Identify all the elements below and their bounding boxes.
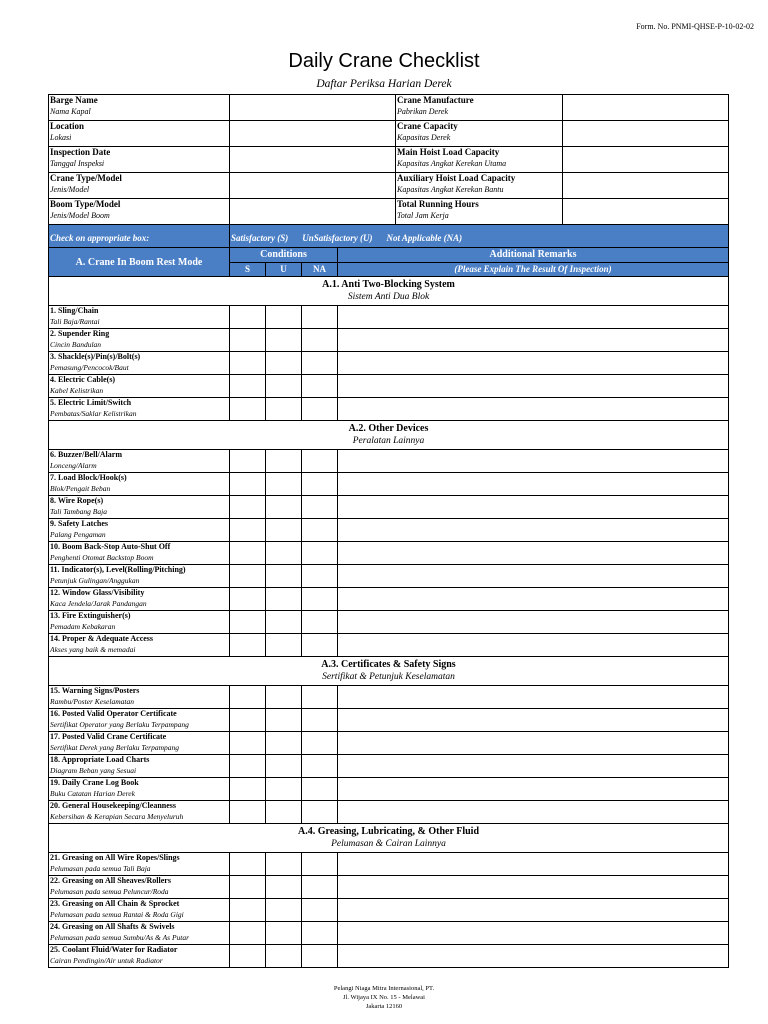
item-label bbox=[49, 611, 230, 634]
u-header: U bbox=[266, 262, 302, 277]
item-label-en: 8. Wire Rope(s) bbox=[50, 496, 104, 505]
remarks-field[interactable] bbox=[338, 709, 729, 732]
checkbox-na[interactable] bbox=[302, 709, 338, 732]
info-value-field[interactable] bbox=[230, 199, 396, 225]
item-label-id: Kebersihan & Kerapian Secara Menyeluruh bbox=[50, 812, 184, 821]
mode-header: A. Crane In Boom Rest Mode bbox=[49, 248, 230, 277]
info-label-en: Total Running Hours bbox=[397, 199, 479, 209]
item-label-en: 11. Indicator(s), Level(Rolling/Pitching) bbox=[50, 565, 186, 574]
na-header: NA bbox=[302, 262, 338, 277]
info-value-field[interactable] bbox=[563, 199, 729, 225]
item-label-en: 19. Daily Crane Log Book bbox=[50, 778, 139, 787]
item-label-id: Cincin Bandulan bbox=[50, 340, 102, 349]
item-label bbox=[49, 496, 230, 519]
item-label bbox=[49, 519, 230, 542]
checkbox-u[interactable] bbox=[266, 611, 302, 634]
checklist-row bbox=[49, 352, 729, 375]
checklist-row bbox=[49, 588, 729, 611]
checkbox-na[interactable] bbox=[302, 496, 338, 519]
check-label: Check on appropriate box: bbox=[49, 225, 230, 251]
info-label bbox=[396, 173, 563, 199]
section-subtitle: Peralatan Lainnya bbox=[352, 436, 425, 446]
section-header-row bbox=[49, 824, 729, 853]
item-label-en: 18. Appropriate Load Charts bbox=[50, 755, 150, 764]
checklist-row bbox=[49, 496, 729, 519]
item-label-id: Penghenti Otomat Backstop Boom bbox=[50, 553, 154, 562]
checkbox-na[interactable] bbox=[302, 588, 338, 611]
checkbox-u[interactable] bbox=[266, 352, 302, 375]
item-label-en: 20. General Housekeeping/Cleanness bbox=[50, 801, 177, 810]
item-label-en: 17. Posted Valid Crane Certificate bbox=[50, 732, 167, 741]
item-label-en: 10. Boom Back-Stop Auto-Shut Off bbox=[50, 542, 171, 551]
checklist-row bbox=[49, 306, 729, 329]
checkbox-u[interactable] bbox=[266, 542, 302, 565]
info-label-en: Inspection Date bbox=[50, 147, 111, 157]
info-label-en: Main Hoist Load Capacity bbox=[397, 147, 500, 157]
remarks-field[interactable] bbox=[338, 565, 729, 588]
remarks-field[interactable] bbox=[338, 686, 729, 709]
item-label-id: Pelumasan pada semua Peluncur/Roda bbox=[50, 887, 169, 896]
item-label bbox=[49, 686, 230, 709]
checkbox-s[interactable] bbox=[230, 778, 266, 801]
checkbox-u[interactable] bbox=[266, 899, 302, 922]
item-label-id: Diagram Beban yang Sesuai bbox=[50, 766, 137, 775]
section-header bbox=[49, 421, 729, 450]
info-label-en: Crane Capacity bbox=[397, 121, 458, 131]
info-row bbox=[49, 121, 729, 147]
remarks-field[interactable] bbox=[338, 732, 729, 755]
item-label-id: Blok/Pengait Beban bbox=[50, 484, 111, 493]
checkbox-s[interactable] bbox=[230, 709, 266, 732]
footer-city: Jakarta 12160 bbox=[365, 1003, 403, 1010]
item-label-id: Buku Catatan Harian Derek bbox=[50, 789, 135, 798]
item-label-en: 2. Supender Ring bbox=[50, 329, 110, 338]
checkbox-s[interactable] bbox=[230, 329, 266, 352]
item-label bbox=[49, 306, 230, 329]
item-label bbox=[49, 945, 230, 968]
page-subtitle: Daftar Periksa Harian Derek bbox=[316, 78, 452, 90]
info-label-id: Nama Kapal bbox=[50, 107, 91, 116]
checkbox-na[interactable] bbox=[302, 801, 338, 824]
item-label bbox=[49, 352, 230, 375]
item-label bbox=[49, 565, 230, 588]
form-number: Form. No. PNMI-QHSE-P-10-02-02 bbox=[636, 22, 754, 31]
item-label-id: Tali Tambang Baja bbox=[50, 507, 107, 516]
item-label-en: 4. Electric Cable(s) bbox=[50, 375, 116, 384]
checkbox-s[interactable] bbox=[230, 732, 266, 755]
section-header bbox=[49, 824, 729, 853]
item-label-en: 22. Greasing on All Sheaves/Rollers bbox=[50, 876, 171, 885]
remarks-field[interactable] bbox=[338, 755, 729, 778]
info-value-field[interactable] bbox=[563, 95, 729, 121]
checklist-row bbox=[49, 801, 729, 824]
checkbox-s[interactable] bbox=[230, 634, 266, 657]
checklist-row bbox=[49, 732, 729, 755]
item-label bbox=[49, 801, 230, 824]
item-label-id: Kaca Jendela/Jarak Pandangan bbox=[50, 599, 147, 608]
section-subtitle: Sistem Anti Dua Blok bbox=[347, 292, 430, 302]
checkbox-u[interactable] bbox=[266, 709, 302, 732]
item-label-en: 14. Proper & Adequate Access bbox=[50, 634, 154, 643]
remarks-field[interactable] bbox=[338, 899, 729, 922]
info-label bbox=[49, 121, 230, 147]
info-label bbox=[396, 147, 563, 173]
checkbox-s[interactable] bbox=[230, 496, 266, 519]
section-title: A.1. Anti Two-Blocking System bbox=[322, 279, 455, 290]
checkbox-s[interactable] bbox=[230, 899, 266, 922]
checklist-row bbox=[49, 899, 729, 922]
checkbox-s[interactable] bbox=[230, 686, 266, 709]
item-label-id: Palang Pengaman bbox=[50, 530, 106, 539]
checklist-row bbox=[49, 945, 729, 968]
item-label-en: 3. Shackle(s)/Pin(s)/Bolt(s) bbox=[50, 352, 141, 361]
checkbox-u[interactable] bbox=[266, 853, 302, 876]
item-label bbox=[49, 329, 230, 352]
remarks-field[interactable] bbox=[338, 306, 729, 329]
checkbox-na[interactable] bbox=[302, 352, 338, 375]
info-label bbox=[396, 199, 563, 225]
checkbox-u[interactable] bbox=[266, 945, 302, 968]
item-label-id: Petunjuk Gulingan/Anggukan bbox=[50, 576, 140, 585]
remarks-field[interactable] bbox=[338, 450, 729, 473]
info-label-en: Crane Manufacture bbox=[397, 95, 474, 105]
section-header bbox=[49, 277, 729, 306]
checkbox-na[interactable] bbox=[302, 611, 338, 634]
info-row bbox=[49, 173, 729, 199]
checkbox-s[interactable] bbox=[230, 519, 266, 542]
info-label-en: Crane Type/Model bbox=[50, 173, 122, 183]
info-label-id: Kapasitas Derek bbox=[397, 133, 451, 142]
checklist-row bbox=[49, 922, 729, 945]
item-label-id: Lonceng/Alarm bbox=[50, 461, 97, 470]
checkbox-u[interactable] bbox=[266, 329, 302, 352]
checkbox-s[interactable] bbox=[230, 801, 266, 824]
checkbox-u[interactable] bbox=[266, 801, 302, 824]
checkbox-u[interactable] bbox=[266, 778, 302, 801]
checklist-row bbox=[49, 329, 729, 352]
item-label bbox=[49, 876, 230, 899]
remarks-field[interactable] bbox=[338, 496, 729, 519]
remarks-field[interactable] bbox=[338, 352, 729, 375]
item-label-id: Cairan Pendingin/Air untuk Radiator bbox=[50, 956, 163, 965]
item-label bbox=[49, 922, 230, 945]
item-label-en: 7. Load Block/Hook(s) bbox=[50, 473, 127, 482]
checkbox-na[interactable] bbox=[302, 398, 338, 421]
info-value-field[interactable] bbox=[563, 173, 729, 199]
item-label-id: Pembatas/Saklar Kelistrikan bbox=[50, 409, 137, 418]
info-label-en: Barge Name bbox=[50, 95, 98, 105]
checklist-row bbox=[49, 686, 729, 709]
remarks-field[interactable] bbox=[338, 801, 729, 824]
remarks-field[interactable] bbox=[338, 853, 729, 876]
checklist-row bbox=[49, 450, 729, 473]
checkbox-na[interactable] bbox=[302, 945, 338, 968]
item-label-id: Pelumasan pada semua Tali Baja bbox=[50, 864, 151, 873]
checkbox-s[interactable] bbox=[230, 375, 266, 398]
item-label-id: Tali Baja/Rantai bbox=[50, 317, 100, 326]
item-label-en: 1. Sling/Chain bbox=[50, 306, 99, 315]
checkbox-na[interactable] bbox=[302, 778, 338, 801]
checklist-row bbox=[49, 634, 729, 657]
item-label bbox=[49, 542, 230, 565]
checkbox-u[interactable] bbox=[266, 634, 302, 657]
info-label bbox=[396, 95, 563, 121]
checkbox-u[interactable] bbox=[266, 473, 302, 496]
checkbox-s[interactable] bbox=[230, 450, 266, 473]
remarks-field[interactable] bbox=[338, 542, 729, 565]
checkbox-na[interactable] bbox=[302, 306, 338, 329]
checkbox-u[interactable] bbox=[266, 588, 302, 611]
footer-address: Jl. Wijaya IX No. 15 - Melawai bbox=[343, 994, 425, 1001]
checklist-row bbox=[49, 709, 729, 732]
remarks-field[interactable] bbox=[338, 375, 729, 398]
checkbox-na[interactable] bbox=[302, 853, 338, 876]
checkbox-s[interactable] bbox=[230, 755, 266, 778]
conditions-header: Conditions bbox=[230, 248, 338, 263]
info-label-id: Total Jam Kerja bbox=[397, 211, 449, 220]
checklist-row bbox=[49, 611, 729, 634]
remarks-field[interactable] bbox=[338, 922, 729, 945]
info-value-field[interactable] bbox=[230, 121, 396, 147]
checklist-row bbox=[49, 519, 729, 542]
checkbox-na[interactable] bbox=[302, 450, 338, 473]
checkbox-u[interactable] bbox=[266, 565, 302, 588]
checkbox-s[interactable] bbox=[230, 352, 266, 375]
legend-unsatisfactory: UnSatisfactory (U) bbox=[302, 232, 373, 243]
checkbox-u[interactable] bbox=[266, 732, 302, 755]
info-label-id: Kapasitas Angkat Kerekan Bantu bbox=[397, 185, 504, 194]
item-label bbox=[49, 473, 230, 496]
item-label-en: 13. Fire Extinguisher(s) bbox=[50, 611, 131, 620]
s-header: S bbox=[230, 262, 266, 277]
checklist-row bbox=[49, 853, 729, 876]
checkbox-s[interactable] bbox=[230, 473, 266, 496]
checklist-row bbox=[49, 398, 729, 421]
item-label bbox=[49, 588, 230, 611]
checkbox-na[interactable] bbox=[302, 732, 338, 755]
item-label bbox=[49, 709, 230, 732]
header-row bbox=[49, 248, 729, 263]
checkbox-s[interactable] bbox=[230, 945, 266, 968]
item-label-id: Pelumasan pada semua Sumbu/As & As Putar bbox=[50, 933, 190, 942]
checkbox-na[interactable] bbox=[302, 922, 338, 945]
checkbox-s[interactable] bbox=[230, 876, 266, 899]
remarks-field[interactable] bbox=[338, 611, 729, 634]
section-header-row bbox=[49, 421, 729, 450]
item-label-en: 24. Greasing on All Shafts & Swivels bbox=[50, 922, 175, 931]
info-label-en: Auxiliary Hoist Load Capacity bbox=[397, 173, 516, 183]
checklist-row bbox=[49, 778, 729, 801]
checkbox-na[interactable] bbox=[302, 565, 338, 588]
remarks-field[interactable] bbox=[338, 473, 729, 496]
item-label-id: Sertifikat Derek yang Berlaku Terpampang bbox=[50, 743, 180, 752]
info-label bbox=[49, 199, 230, 225]
footer-company: Pelangi Niaga Mitra Internasional, PT. bbox=[333, 985, 435, 992]
section-header-row bbox=[49, 657, 729, 686]
item-label bbox=[49, 398, 230, 421]
remarks-field[interactable] bbox=[338, 778, 729, 801]
item-label-id: Rambu/Poster Keselamatan bbox=[50, 697, 134, 706]
info-label-id: Jenis/Model Boom bbox=[50, 211, 110, 220]
footer bbox=[0, 984, 768, 1011]
checkbox-u[interactable] bbox=[266, 375, 302, 398]
item-label-en: 21. Greasing on All Wire Ropes/Slings bbox=[50, 853, 180, 862]
checkbox-na[interactable] bbox=[302, 519, 338, 542]
checkbox-s[interactable] bbox=[230, 853, 266, 876]
checkbox-s[interactable] bbox=[230, 398, 266, 421]
item-label-id: Akses yang baik & memadai bbox=[50, 645, 136, 654]
checklist-row bbox=[49, 473, 729, 496]
info-row bbox=[49, 199, 729, 225]
checkbox-na[interactable] bbox=[302, 755, 338, 778]
checklist-table bbox=[48, 247, 729, 968]
section-subtitle: Sertifikat & Petunjuk Keselamatan bbox=[322, 672, 455, 682]
checkbox-s[interactable] bbox=[230, 611, 266, 634]
legend-satisfactory: Satisfactory (S) bbox=[231, 232, 289, 243]
checkbox-s[interactable] bbox=[230, 542, 266, 565]
info-label bbox=[49, 95, 230, 121]
checkbox-u[interactable] bbox=[266, 398, 302, 421]
info-label-en: Boom Type/Model bbox=[50, 199, 121, 209]
item-label-en: 5. Electric Limit/Switch bbox=[50, 398, 132, 407]
remarks-field[interactable] bbox=[338, 588, 729, 611]
remarks-field[interactable] bbox=[338, 876, 729, 899]
item-label bbox=[49, 778, 230, 801]
checkbox-u[interactable] bbox=[266, 876, 302, 899]
checklist-row bbox=[49, 542, 729, 565]
info-label bbox=[49, 147, 230, 173]
info-label bbox=[396, 121, 563, 147]
info-label-id: Pabrikan Derek bbox=[397, 107, 449, 116]
checkbox-na[interactable] bbox=[302, 542, 338, 565]
item-label bbox=[49, 450, 230, 473]
info-value-field[interactable] bbox=[230, 147, 396, 173]
checkbox-na[interactable] bbox=[302, 876, 338, 899]
info-label-id: Kapasitas Angkat Kerekan Utama bbox=[397, 159, 507, 168]
remarks-header: Additional Remarks bbox=[338, 248, 729, 263]
item-label bbox=[49, 634, 230, 657]
checklist-row bbox=[49, 375, 729, 398]
checkbox-u[interactable] bbox=[266, 686, 302, 709]
info-label-id: Jenis/Model bbox=[50, 185, 90, 194]
legend-not-applicable: Not Applicable (NA) bbox=[386, 232, 463, 243]
item-label-id: Kabel Kelistrikan bbox=[50, 386, 104, 395]
checkbox-u[interactable] bbox=[266, 450, 302, 473]
checkbox-na[interactable] bbox=[302, 899, 338, 922]
info-value-field[interactable] bbox=[230, 173, 396, 199]
item-label-en: 23. Greasing on All Chain & Sprocket bbox=[50, 899, 180, 908]
checkbox-s[interactable] bbox=[230, 565, 266, 588]
remarks-field[interactable] bbox=[338, 945, 729, 968]
remarks-field[interactable] bbox=[338, 329, 729, 352]
checkbox-na[interactable] bbox=[302, 329, 338, 352]
info-label-id: Lokasi bbox=[50, 133, 72, 142]
page-title: Daily Crane Checklist bbox=[288, 50, 480, 72]
remarks-field[interactable] bbox=[338, 519, 729, 542]
info-row bbox=[49, 147, 729, 173]
item-label-en: 15. Warning Signs/Posters bbox=[50, 686, 140, 695]
remarks-field[interactable] bbox=[338, 398, 729, 421]
checkbox-s[interactable] bbox=[230, 306, 266, 329]
item-label-en: 6. Buzzer/Bell/Alarm bbox=[50, 450, 122, 459]
info-table bbox=[48, 94, 729, 251]
info-label-id: Tanggal Inspeksi bbox=[50, 159, 105, 168]
item-label-en: 12. Window Glass/Visibility bbox=[50, 588, 145, 597]
checkbox-u[interactable] bbox=[266, 519, 302, 542]
info-value-field[interactable] bbox=[230, 95, 396, 121]
item-label bbox=[49, 899, 230, 922]
item-label bbox=[49, 375, 230, 398]
info-value-field[interactable] bbox=[563, 121, 729, 147]
remarks-subheader: (Please Explain The Result Of Inspection) bbox=[338, 262, 729, 277]
checkbox-na[interactable] bbox=[302, 686, 338, 709]
checkbox-s[interactable] bbox=[230, 922, 266, 945]
item-label-id: Pemasung/Pencocok/Baut bbox=[50, 363, 129, 372]
checkbox-na[interactable] bbox=[302, 375, 338, 398]
checklist-row bbox=[49, 565, 729, 588]
item-label-en: 16. Posted Valid Operator Certificate bbox=[50, 709, 177, 718]
checkbox-s[interactable] bbox=[230, 588, 266, 611]
checkbox-u[interactable] bbox=[266, 496, 302, 519]
checkbox-u[interactable] bbox=[266, 306, 302, 329]
info-label bbox=[49, 173, 230, 199]
item-label bbox=[49, 755, 230, 778]
item-label-id: Pemadam Kebakaran bbox=[50, 622, 116, 631]
section-header-row bbox=[49, 277, 729, 306]
info-row bbox=[49, 95, 729, 121]
section-title: A.2. Other Devices bbox=[348, 423, 429, 434]
checkbox-na[interactable] bbox=[302, 473, 338, 496]
info-value-field[interactable] bbox=[563, 147, 729, 173]
section-header bbox=[49, 657, 729, 686]
info-label-en: Location bbox=[50, 121, 85, 131]
remarks-field[interactable] bbox=[338, 634, 729, 657]
item-label-id: Sertifikat Operator yang Berlaku Terpampang bbox=[50, 720, 189, 729]
checkbox-na[interactable] bbox=[302, 634, 338, 657]
section-title: A.3. Certificates & Safety Signs bbox=[321, 659, 456, 670]
checklist-row bbox=[49, 755, 729, 778]
item-label-en: 9. Safety Latches bbox=[50, 519, 108, 528]
checklist-row bbox=[49, 876, 729, 899]
item-label-id: Pelumasan pada semua Rantai & Roda Gigi bbox=[50, 910, 184, 919]
item-label bbox=[49, 853, 230, 876]
item-label-en: 25. Coolant Fluid/Water for Radiator bbox=[50, 945, 178, 954]
item-label bbox=[49, 732, 230, 755]
section-subtitle: Pelumasan & Cairan Lainnya bbox=[331, 839, 446, 849]
section-title: A.4. Greasing, Lubricating, & Other Fluid bbox=[297, 826, 480, 837]
checkbox-u[interactable] bbox=[266, 922, 302, 945]
checkbox-u[interactable] bbox=[266, 755, 302, 778]
